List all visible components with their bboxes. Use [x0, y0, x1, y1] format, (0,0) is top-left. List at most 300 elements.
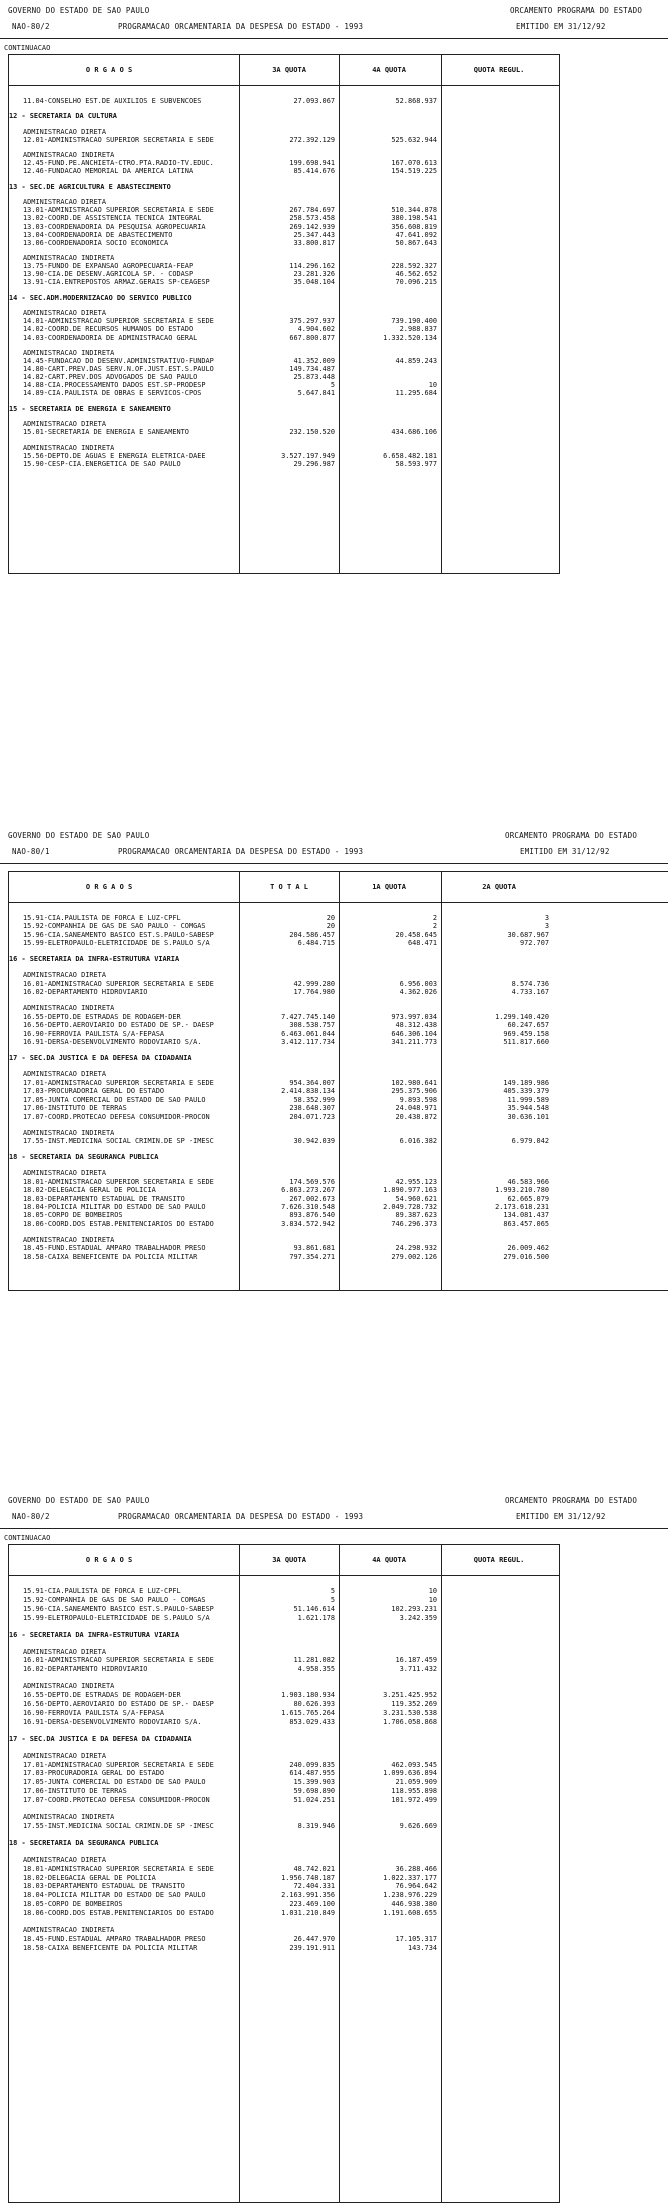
- amount-cell: 6.658.482.181: [383, 451, 437, 460]
- column-header-rule: [9, 1575, 559, 1576]
- amount-cell: 204.071.723: [289, 1112, 335, 1121]
- orgao-label: 17.55-INST.MEDICINA SOCIAL CRIMIN.DE SP -IMESC: [23, 1137, 214, 1146]
- amount-cell: 58.593.977: [395, 459, 437, 468]
- amount-cell: 10: [428, 1595, 437, 1604]
- table-row: [9, 1752, 559, 1760]
- orgao-label: 13.02-COORD.DE ASSISTENCIA TECNICA INTEGRAL: [23, 214, 202, 223]
- amount-cell: 25.873.448: [293, 373, 335, 382]
- amount-cell: 267.784.697: [289, 206, 335, 215]
- orgao-label: 18.02-DELEGACIA GERAL DE POLICIA: [23, 1873, 156, 1882]
- table-row: [9, 1822, 559, 1830]
- amount-cell: 80.626.393: [293, 1700, 335, 1709]
- amount-cell: 3: [544, 922, 549, 931]
- column-header: 1A QUOTA: [372, 883, 406, 891]
- amount-cell: 62.665.079: [507, 1194, 549, 1203]
- amount-cell: 204.586.457: [289, 930, 335, 939]
- amount-cell: 85.414.676: [293, 167, 335, 176]
- table-row: [9, 1709, 559, 1717]
- amount-cell: 2.173.618.231: [495, 1202, 549, 1211]
- amount-cell: 4.733.167: [511, 988, 549, 997]
- orgao-label: ADMINISTRACAO DIRETA: [23, 1169, 106, 1178]
- amount-cell: 1.332.520.134: [383, 333, 437, 342]
- amount-cell: 48.312.438: [395, 1021, 437, 1030]
- table-row: [9, 1169, 668, 1177]
- header-title: PROGRAMACAO ORCAMENTARIA DA DESPESA DO ESTADO - 1993: [118, 1512, 364, 1521]
- table-row: [9, 452, 559, 460]
- amount-cell: 308.538.757: [289, 1021, 335, 1030]
- amount-cell: 5.647.841: [297, 389, 335, 398]
- table-row: [9, 159, 559, 167]
- table-row: [9, 1796, 559, 1804]
- amount-cell: 20.458.645: [395, 930, 437, 939]
- table-row: [9, 1778, 559, 1786]
- table-row: [9, 365, 559, 373]
- table-row: [9, 317, 559, 325]
- amount-cell: 51.146.614: [293, 1604, 335, 1613]
- section-row: [9, 183, 559, 191]
- orgao-label: 16.02-DEPARTAMENTO HIDROVIARIO: [23, 1665, 148, 1674]
- amount-cell: 3.242.359: [399, 1613, 437, 1622]
- table-row: [9, 1021, 668, 1029]
- table-row: [9, 334, 559, 342]
- orgao-label: 14.03-COORDENADORIA DE ADMINISTRACAO GERAL: [23, 333, 198, 342]
- amount-cell: 119.352.269: [391, 1700, 437, 1709]
- table-row: [9, 254, 559, 262]
- amount-cell: 3.834.572.942: [281, 1219, 335, 1228]
- orgao-label: 13.03-COORDENADORIA DA PESQUISA AGROPECUARIA: [23, 222, 206, 231]
- column-header: O R G A O S: [85, 1556, 133, 1564]
- amount-cell: 6.463.061.044: [281, 1029, 335, 1038]
- section-heading: 16 - SECRETARIA DA INFRA-ESTRUTURA VIARIA: [9, 1630, 180, 1639]
- amount-cell: 1.621.178: [297, 1613, 335, 1622]
- orgao-label: 14.02-COORD.DE RECURSOS HUMANOS DO ESTADO: [23, 325, 194, 334]
- amount-cell: 446.938.380: [391, 1900, 437, 1909]
- orgao-label: 11.04-CONSELHO EST.DE AUXILIOS E SUBVENCOES: [23, 97, 202, 105]
- orgao-label: 15.01-SECRETARIA DE ENERGIA E SANEAMENTO: [23, 428, 189, 437]
- amount-cell: 58.352.999: [293, 1095, 335, 1104]
- orgao-label: ADMINISTRACAO DIRETA: [23, 198, 106, 207]
- amount-cell: 25.347.443: [293, 230, 335, 239]
- amount-cell: 853.029.433: [289, 1717, 335, 1726]
- table-row: [9, 381, 559, 389]
- amount-cell: 17.105.317: [395, 1934, 437, 1943]
- amount-cell: 26.447.970: [293, 1934, 335, 1943]
- amount-cell: 3.412.117.734: [281, 1038, 335, 1047]
- column-header-rule: [9, 902, 668, 903]
- orgao-label: ADMINISTRACAO INDIRETA: [23, 443, 115, 452]
- table-row: [9, 1195, 668, 1203]
- amount-cell: 35.048.104: [293, 278, 335, 287]
- orgao-label: 15.99-ELETROPAULO-ELETRICIDADE DE S.PAULO S/A: [23, 939, 210, 948]
- amount-cell: 5: [330, 1587, 335, 1595]
- table-row: [9, 357, 559, 365]
- section-heading: 16 - SECRETARIA DA INFRA-ESTRUTURA VIARIA: [9, 955, 180, 964]
- orgao-label: 17.55-INST.MEDICINA SOCIAL CRIMIN.DE SP -IMESC: [23, 1821, 214, 1830]
- amount-cell: 269.142.939: [289, 222, 335, 231]
- amount-cell: 89.387.623: [395, 1211, 437, 1220]
- amount-cell: 1.890.977.163: [383, 1186, 437, 1195]
- header-rule: [0, 1528, 668, 1529]
- amount-cell: 33.800.817: [293, 238, 335, 247]
- header-report-id: NAO-80/1: [12, 847, 50, 856]
- orgao-label: 18.58-CAIXA BENEFICENTE DA POLICIA MILITAR: [23, 1252, 198, 1261]
- table-row: [9, 325, 559, 333]
- section-heading: 18 - SECRETARIA DA SEGURANCA PUBLICA: [9, 1153, 159, 1162]
- amount-cell: 1.099.636.894: [383, 1769, 437, 1778]
- orgao-label: 17.03-PROCURADORIA GERAL DO ESTADO: [23, 1769, 165, 1778]
- amount-cell: 11.295.684: [395, 389, 437, 398]
- amount-cell: 739.190.400: [391, 317, 437, 326]
- section-row: [9, 112, 559, 120]
- amount-cell: 969.459.158: [503, 1029, 549, 1038]
- orgao-label: 16.55-DEPTO.DE ESTRADAS DE RODAGEM-DER: [23, 1691, 181, 1700]
- orgao-label: 15.96-CIA.SANEAMENTO BASICO EST.S.PAULO-SABESP: [23, 930, 214, 939]
- section-heading: 12 - SECRETARIA DA CULTURA: [9, 112, 117, 121]
- amount-cell: 462.093.545: [391, 1760, 437, 1769]
- header-rule: [0, 38, 668, 39]
- table-row: [9, 128, 559, 136]
- orgao-label: 14.01-ADMINISTRACAO SUPERIOR SECRETARIA E SEDE: [23, 317, 214, 326]
- orgao-label: ADMINISTRACAO DIRETA: [23, 1855, 106, 1864]
- table-row: [9, 1718, 559, 1726]
- amount-cell: 1.191.608.655: [383, 1909, 437, 1918]
- amount-cell: 149.734.487: [289, 365, 335, 374]
- header-government: GOVERNO DO ESTADO DE SAO PAULO: [8, 6, 150, 15]
- amount-cell: 46.583.966: [507, 1177, 549, 1186]
- header-issued: EMITIDO EM 31/12/92: [520, 847, 610, 856]
- table-row: [9, 1096, 668, 1104]
- section-row: [9, 1054, 668, 1062]
- amount-cell: 42.955.123: [395, 1177, 437, 1186]
- column-header: O R G A O S: [85, 66, 133, 74]
- amount-cell: 267.002.673: [289, 1194, 335, 1203]
- section-heading: 15 - SECRETARIA DE ENERGIA E SANEAMENTO: [9, 404, 171, 413]
- table-row: [9, 1909, 559, 1917]
- amount-cell: 272.392.129: [289, 135, 335, 144]
- table-row: [9, 914, 668, 922]
- orgao-label: 18.06-COORD.DOS ESTAB.PENITENCIARIOS DO ESTADO: [23, 1219, 214, 1228]
- table-row: [9, 1113, 668, 1121]
- orgao-label: ADMINISTRACAO INDIRETA: [23, 1813, 115, 1822]
- orgao-label: 13.04-COORDENADORIA DE ABASTECIMENTO: [23, 230, 173, 239]
- orgao-label: 17.06-INSTITUTO DE TERRAS: [23, 1104, 127, 1113]
- table-row: [9, 1030, 668, 1038]
- section-heading: 17 - SEC.DA JUSTICA E DA DEFESA DA CIDADANIA: [9, 1054, 192, 1063]
- amount-cell: 954.364.007: [289, 1078, 335, 1087]
- table-row: [9, 389, 559, 397]
- table-row: [9, 922, 668, 930]
- amount-cell: 72.404.331: [293, 1882, 335, 1891]
- section-row: [9, 1839, 559, 1847]
- amount-cell: 59.698.890: [293, 1787, 335, 1796]
- orgao-label: 13.06-COORDENADORIA SOCIO ECONOMICA: [23, 238, 169, 247]
- orgao-label: 14.45-FUNDACAO DO DESENV.ADMINISTRATIVO-FUNDAP: [23, 357, 214, 365]
- orgao-label: 15.99-ELETROPAULO-ELETRICIDADE DE S.PAULO S/A: [23, 1613, 210, 1622]
- amount-cell: 51.024.251: [293, 1796, 335, 1805]
- amount-cell: 52.868.937: [395, 97, 437, 105]
- table-row: [9, 1004, 668, 1012]
- table-row: [9, 1104, 668, 1112]
- amount-cell: 134.081.437: [503, 1211, 549, 1220]
- orgao-label: 18.05-CORPO DE BOMBEIROS: [23, 1900, 123, 1909]
- orgao-label: 16.55-DEPTO.DE ESTRADAS DE RODAGEM-DER: [23, 1012, 181, 1021]
- table-row: [9, 1761, 559, 1769]
- table-row: [9, 151, 559, 159]
- amount-cell: 102.980.641: [391, 1078, 437, 1087]
- orgao-label: ADMINISTRACAO INDIRETA: [23, 1004, 115, 1013]
- table-row: [9, 1587, 559, 1595]
- table-row: [9, 373, 559, 381]
- amount-cell: 24.048.971: [395, 1104, 437, 1113]
- orgao-label: 18.58-CAIXA BENEFICENTE DA POLICIA MILITAR: [23, 1943, 198, 1952]
- table-row: [9, 1787, 559, 1795]
- table-row: [9, 1211, 668, 1219]
- orgao-label: 18.45-FUND.ESTADUAL AMPARO TRABALHADOR PRESO: [23, 1244, 206, 1253]
- amount-cell: 2.163.991.356: [281, 1891, 335, 1900]
- amount-cell: 434.686.106: [391, 428, 437, 437]
- orgao-label: 13.01-ADMINISTRACAO SUPERIOR SECRETARIA E SEDE: [23, 206, 214, 215]
- orgao-label: 12.45-FUND.PE.ANCHIETA-CTRO.PTA.RADIO-TV.EDUC.: [23, 159, 214, 168]
- amount-cell: 973.997.034: [391, 1012, 437, 1021]
- table-row: [9, 428, 559, 436]
- orgao-label: 16.91-DERSA-DESENVOLVIMENTO RODOVIARIO S/A.: [23, 1717, 202, 1726]
- orgao-label: 18.03-DEPARTAMENTO ESTADUAL DE TRANSITO: [23, 1194, 185, 1203]
- amount-cell: 102.293.231: [391, 1604, 437, 1613]
- orgao-label: 17.07-COORD.PROTECAO DEFESA CONSUMIDOR-PROCON: [23, 1796, 210, 1805]
- orgao-label: 15.91-CIA.PAULISTA DE FORCA E LUZ-CPFL: [23, 914, 181, 922]
- header-title: PROGRAMACAO ORCAMENTARIA DA DESPESA DO ESTADO - 1993: [118, 847, 364, 856]
- amount-cell: 2: [432, 922, 437, 931]
- table-row: [9, 1079, 668, 1087]
- table-row: [9, 1935, 559, 1943]
- table-row: [9, 198, 559, 206]
- table-row: [9, 931, 668, 939]
- amount-cell: 167.070.613: [391, 159, 437, 168]
- orgao-label: 14.89-CIA.PAULISTA DE OBRAS E SERVICOS-CPOS: [23, 389, 202, 398]
- orgao-label: 16.90-FERROVIA PAULISTA S/A-FEPASA: [23, 1029, 165, 1038]
- table-row: [9, 1891, 559, 1899]
- column-header: 4A QUOTA: [372, 66, 406, 74]
- amount-cell: 30.942.039: [293, 1137, 335, 1146]
- amount-cell: 93.861.681: [293, 1244, 335, 1253]
- table-row: [9, 1769, 559, 1777]
- orgao-label: 18.01-ADMINISTRACAO SUPERIOR SECRETARIA E SEDE: [23, 1864, 214, 1873]
- amount-cell: 143.734: [407, 1943, 437, 1952]
- table-row: [9, 980, 668, 988]
- orgao-label: 15.96-CIA.SANEAMENTO BASICO EST.S.PAULO-SABESP: [23, 1604, 214, 1613]
- orgao-label: 15.91-CIA.PAULISTA DE FORCA E LUZ-CPFL: [23, 1587, 181, 1595]
- table-row: [9, 1944, 559, 1952]
- column-header: 3A QUOTA: [272, 66, 306, 74]
- table-row: [9, 1605, 559, 1613]
- table-row: [9, 1129, 668, 1137]
- table-row: [9, 309, 559, 317]
- amount-cell: 101.972.499: [391, 1796, 437, 1805]
- table-row: [9, 1665, 559, 1673]
- orgao-label: ADMINISTRACAO DIRETA: [23, 1647, 106, 1656]
- amount-cell: 16.187.459: [395, 1656, 437, 1665]
- orgao-label: 16.01-ADMINISTRACAO SUPERIOR SECRETARIA E SEDE: [23, 979, 214, 988]
- table-row: [9, 206, 559, 214]
- header-issued: EMITIDO EM 31/12/92: [516, 22, 606, 31]
- table-row: [9, 1865, 559, 1873]
- table-row: [9, 278, 559, 286]
- orgao-label: 15.92-COMPANHIA DE GAS DE SAO PAULO - COMGAS: [23, 922, 206, 931]
- table-row: [9, 223, 559, 231]
- table-row: [9, 1038, 668, 1046]
- orgao-label: 16.90-FERROVIA PAULISTA S/A-FEPASA: [23, 1708, 165, 1717]
- table-row: [9, 1137, 668, 1145]
- amount-cell: 746.296.373: [391, 1219, 437, 1228]
- amount-cell: 26.009.462: [507, 1244, 549, 1253]
- header-government: GOVERNO DO ESTADO DE SAO PAULO: [8, 831, 150, 840]
- orgao-label: 16.01-ADMINISTRACAO SUPERIOR SECRETARIA E SEDE: [23, 1656, 214, 1665]
- amount-cell: 223.469.100: [289, 1900, 335, 1909]
- amount-cell: 76.964.642: [395, 1882, 437, 1891]
- amount-cell: 1.993.210.780: [495, 1186, 549, 1195]
- amount-cell: 11.281.082: [293, 1656, 335, 1665]
- amount-cell: 2.049.728.732: [383, 1202, 437, 1211]
- orgao-label: 18.04-POLICIA MILITAR DO ESTADO DE SAO PAULO: [23, 1202, 206, 1211]
- amount-cell: 48.742.021: [293, 1864, 335, 1873]
- column-header: T O T A L: [270, 883, 309, 891]
- amount-cell: 30.636.101: [507, 1112, 549, 1121]
- amount-cell: 240.099.835: [289, 1760, 335, 1769]
- amount-cell: 114.296.162: [289, 262, 335, 271]
- report-table: [8, 54, 560, 574]
- header-program: ORCAMENTO PROGRAMA DO ESTADO: [505, 831, 638, 840]
- orgao-label: 17.03-PROCURADORIA GERAL DO ESTADO: [23, 1087, 165, 1096]
- amount-cell: 8.319.946: [297, 1821, 335, 1830]
- amount-cell: 258.573.458: [289, 214, 335, 223]
- table-row: [9, 988, 668, 996]
- amount-cell: 667.800.877: [289, 333, 335, 342]
- orgao-label: 16.56-DEPTO.AEROVIARIO DO ESTADO DE SP.- DAESP: [23, 1021, 214, 1030]
- amount-cell: 893.876.540: [289, 1211, 335, 1220]
- table-row: [9, 1682, 559, 1690]
- amount-cell: 5: [330, 381, 335, 390]
- orgao-label: 16.56-DEPTO.AEROVIARIO DO ESTADO DE SP.- DAESP: [23, 1700, 214, 1709]
- orgao-label: 14.88-CIA.PROCESSAMENTO DADOS EST.SP-PRODESP: [23, 381, 206, 390]
- table-row: [9, 136, 559, 144]
- amount-cell: 23.281.326: [293, 270, 335, 279]
- amount-cell: 797.354.271: [289, 1252, 335, 1261]
- orgao-label: 12.01-ADMINISTRACAO SUPERIOR SECRETARIA E SEDE: [23, 135, 214, 144]
- amount-cell: 44.859.243: [395, 357, 437, 365]
- table-row: [9, 939, 668, 947]
- table-row: [9, 1186, 668, 1194]
- amount-cell: 1.615.765.264: [281, 1708, 335, 1717]
- orgao-label: ADMINISTRACAO DIRETA: [23, 1751, 106, 1760]
- continuation-label: CONTINUACAO: [4, 44, 51, 52]
- amount-cell: 1.238.976.229: [383, 1891, 437, 1900]
- amount-cell: 1.299.140.420: [495, 1012, 549, 1021]
- report-page: [0, 0, 668, 700]
- amount-cell: 35.944.548: [507, 1104, 549, 1113]
- amount-cell: 10: [428, 1587, 437, 1595]
- amount-cell: 648.471: [407, 939, 437, 948]
- amount-cell: 20: [326, 914, 335, 922]
- orgao-label: 18.06-COORD.DOS ESTAB.PENITENCIARIOS DO ESTADO: [23, 1909, 214, 1918]
- orgao-label: 15.92-COMPANHIA DE GAS DE SAO PAULO - COMGAS: [23, 1595, 206, 1604]
- orgao-label: 15.56-DEPTO.DE AGUAS E ENERGIA ELETRICA-DAEE: [23, 451, 206, 460]
- header-rule: [0, 863, 668, 864]
- section-row: [9, 294, 559, 302]
- amount-cell: 2: [432, 914, 437, 922]
- table-row: [9, 262, 559, 270]
- section-row: [9, 1153, 668, 1161]
- amount-cell: 3.711.432: [399, 1665, 437, 1674]
- amount-cell: 6.484.715: [297, 939, 335, 948]
- column-header: O R G A O S: [85, 883, 133, 891]
- table-row: [9, 349, 559, 357]
- orgao-label: 18.45-FUND.ESTADUAL AMPARO TRABALHADOR PRESO: [23, 1934, 206, 1943]
- report-page: [0, 783, 668, 1423]
- orgao-label: ADMINISTRACAO DIRETA: [23, 127, 106, 136]
- amount-cell: 11.999.589: [507, 1095, 549, 1104]
- amount-cell: 149.189.986: [503, 1078, 549, 1087]
- orgao-label: 18.03-DEPARTAMENTO ESTADUAL DE TRANSITO: [23, 1882, 185, 1891]
- amount-cell: 1.956.748.187: [281, 1873, 335, 1882]
- amount-cell: 863.457.065: [503, 1219, 549, 1228]
- amount-cell: 239.191.911: [289, 1943, 335, 1952]
- report-page: [0, 1430, 668, 2205]
- amount-cell: 279.002.126: [391, 1252, 437, 1261]
- orgao-label: ADMINISTRACAO DIRETA: [23, 309, 106, 318]
- table-row: [9, 1874, 559, 1882]
- column-header: 3A QUOTA: [272, 1556, 306, 1564]
- column-header-rule: [9, 85, 559, 86]
- header-government: GOVERNO DO ESTADO DE SAO PAULO: [8, 1496, 150, 1505]
- amount-cell: 54.960.621: [395, 1194, 437, 1203]
- table-row: [9, 1220, 668, 1228]
- section-heading: 13 - SEC.DE AGRICULTURA E ABASTECIMENTO: [9, 182, 171, 191]
- table-row: [9, 1882, 559, 1890]
- header-issued: EMITIDO EM 31/12/92: [516, 1512, 606, 1521]
- column-header: QUOTA REGUL.: [473, 66, 525, 74]
- table-row: [9, 1236, 668, 1244]
- amount-cell: 3.251.425.952: [383, 1691, 437, 1700]
- section-heading: 14 - SEC.ADM.MODERNIZACAO DO SERVICO PUBLICO: [9, 293, 192, 302]
- table-row: [9, 1087, 668, 1095]
- amount-cell: 118.955.898: [391, 1787, 437, 1796]
- amount-cell: 1.706.058.868: [383, 1717, 437, 1726]
- table-row: [9, 1244, 668, 1252]
- amount-cell: 614.487.955: [289, 1769, 335, 1778]
- table-row: [9, 239, 559, 247]
- table-row: [9, 97, 559, 105]
- header-report-id: NAO-80/2: [12, 22, 50, 31]
- orgao-label: ADMINISTRACAO INDIRETA: [23, 1235, 115, 1244]
- amount-cell: 380.198.541: [391, 214, 437, 223]
- amount-cell: 8.574.736: [511, 979, 549, 988]
- amount-cell: 295.375.906: [391, 1087, 437, 1096]
- amount-cell: 50.867.643: [395, 238, 437, 247]
- amount-cell: 4.362.026: [399, 988, 437, 997]
- table-row: [9, 1596, 559, 1604]
- amount-cell: 2.988.837: [399, 325, 437, 334]
- amount-cell: 41.352.009: [293, 357, 335, 365]
- orgao-label: 14.80-CART.PREV.DAS SERV.N.OF.JUST.EST.S.PAULO: [23, 365, 214, 374]
- amount-cell: 27.093.067: [293, 97, 335, 105]
- orgao-label: 13.90-CIA.DE DESENV.AGRICOLA SP. - CODASP: [23, 270, 194, 279]
- orgao-label: ADMINISTRACAO DIRETA: [23, 420, 106, 429]
- amount-cell: 9.893.598: [399, 1095, 437, 1104]
- table-row: [9, 1178, 668, 1186]
- amount-cell: 375.297.937: [289, 317, 335, 326]
- orgao-label: 18.01-ADMINISTRACAO SUPERIOR SECRETARIA E SEDE: [23, 1177, 214, 1186]
- amount-cell: 6.956.003: [399, 979, 437, 988]
